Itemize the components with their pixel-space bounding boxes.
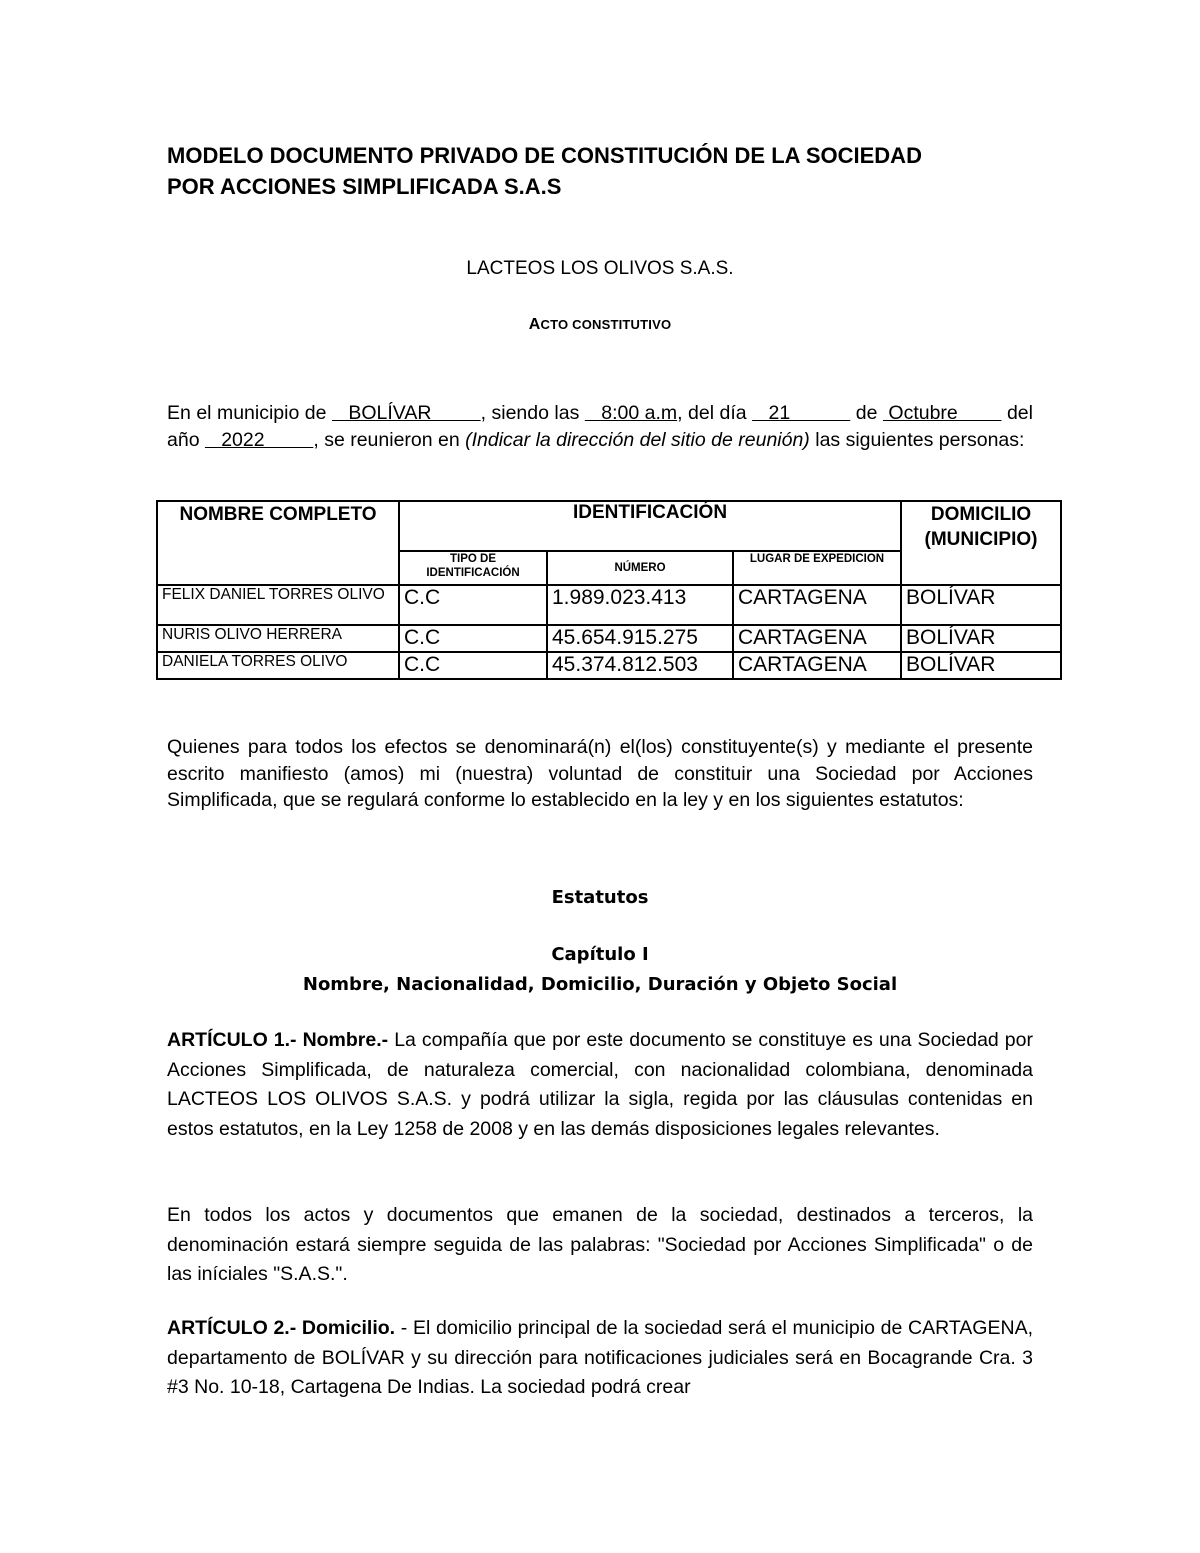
articulo-2 bbox=[167, 1314, 1033, 1403]
articulo-1 bbox=[167, 1026, 1033, 1144]
cell-domicilio: BOLÍVAR bbox=[901, 625, 1061, 652]
articulo-1-paragraph-2: En todos los actos y documentos que emanen de la sociedad, destinados a terceros, la denominación estará siempre seguida de las palabras: "Sociedad por Acciones Simplificada" o de las iníciales "S.A.S.". bbox=[167, 1204, 1033, 1285]
table-header-row bbox=[157, 501, 1061, 551]
company-name: LACTEOS LOS OLIVOS S.A.S. bbox=[466, 258, 734, 279]
table-row bbox=[157, 625, 1061, 652]
acto-constitutivo-heading bbox=[0, 316, 1200, 334]
document-title bbox=[167, 140, 1047, 202]
cell-domicilio: BOLÍVAR bbox=[901, 585, 1061, 625]
direccion-placeholder: (Indicar la dirección del sitio de reunión) bbox=[465, 428, 810, 451]
cell-tipo: C.C bbox=[399, 585, 547, 625]
cell-numero: 1.989.023.413 bbox=[547, 585, 733, 625]
cell-lugar: CARTAGENA bbox=[733, 585, 901, 625]
acto-first-letter: A bbox=[528, 316, 541, 333]
cell-tipo: C.C bbox=[399, 652, 547, 679]
cell-nombre: FELIX DANIEL TORRES OLIVO bbox=[157, 585, 399, 625]
intro-text-6: , se reunieron en bbox=[313, 428, 466, 451]
intro-paragraph bbox=[167, 400, 1033, 453]
articulo-1-label: ARTÍCULO 1.- Nombre.- bbox=[167, 1029, 389, 1051]
table-row bbox=[157, 585, 1061, 625]
intro-text-5: del año bbox=[167, 402, 1033, 451]
intro-text-4: de bbox=[850, 402, 883, 424]
table-row bbox=[157, 652, 1061, 679]
header-domicilio: DOMICILIO (MUNICIPIO) bbox=[901, 501, 1061, 585]
mes-field: Octubre bbox=[882, 402, 1002, 424]
intro-text-7: las siguientes personas: bbox=[809, 428, 1025, 451]
cell-lugar: CARTAGENA bbox=[733, 652, 901, 679]
intro-text-2: , siendo las bbox=[480, 402, 585, 424]
capitulo-heading: Capítulo I bbox=[551, 944, 649, 965]
articulo-2-label: ARTÍCULO 2.- Domicilio. bbox=[167, 1317, 396, 1339]
cell-lugar: CARTAGENA bbox=[733, 625, 901, 652]
cell-numero: 45.374.812.503 bbox=[547, 652, 733, 679]
anio-field: 2022 bbox=[204, 428, 314, 451]
hora-field: 8:00 a.m bbox=[584, 402, 678, 424]
intro-text-1: En el municipio de bbox=[167, 402, 332, 424]
dia-field: 21 bbox=[752, 402, 851, 424]
articulo-1-text: La compañía que por este documento se constituye es una Sociedad por Acciones Simplificada, de naturaleza comercial, con nacionalidad colombiana, denominada LACTEOS LOS OLIVOS S.A.S. y podrá utilizar la sigla, regida por las cláusulas contenidas en estos estatutos, en la Ley 1258 de 2008 y en las demás disposiciones legales relevantes. bbox=[167, 1029, 1033, 1140]
acto-rest: CTO CONSTITUTIVO bbox=[540, 317, 672, 332]
estatutos-heading: Estatutos bbox=[551, 887, 649, 908]
intro-text-3: , del día bbox=[677, 402, 753, 424]
cell-numero: 45.654.915.275 bbox=[547, 625, 733, 652]
title-line-1: MODELO DOCUMENTO PRIVADO DE CONSTITUCIÓN DE LA SOCIEDAD bbox=[167, 143, 922, 168]
subheader-lugar: LUGAR DE EXPEDICION bbox=[733, 551, 901, 585]
capitulo-title: Nombre, Nacionalidad, Domicilio, Duración y Objeto Social bbox=[302, 974, 898, 995]
subheader-numero: NÚMERO bbox=[547, 551, 733, 585]
cell-nombre: DANIELA TORRES OLIVO bbox=[157, 652, 399, 679]
quienes-paragraph: Quienes para todos los efectos se denominará(n) el(los) constituyente(s) y mediante el presente escrito manifiesto (amos) mi (nuestra) voluntad de constituir una Sociedad por Acciones Simplificada, que se regulará conforme lo establecido en la ley y en los siguientes estatutos: bbox=[167, 736, 1033, 811]
header-identificacion: IDENTIFICACIÓN bbox=[399, 501, 901, 551]
header-nombre: NOMBRE COMPLETO bbox=[157, 501, 399, 585]
cell-tipo: C.C bbox=[399, 625, 547, 652]
title-line-2: POR ACCIONES SIMPLIFICADA S.A.S bbox=[167, 174, 562, 199]
municipio-field: BOLÍVAR bbox=[331, 402, 481, 424]
constituyentes-table bbox=[156, 500, 1062, 680]
cell-domicilio: BOLÍVAR bbox=[901, 652, 1061, 679]
articulo-2-text: - El domicilio principal de la sociedad será el municipio de CARTAGENA, departamento de BOLÍVAR y su dirección para notificaciones judiciales será en Bocagrande Cra. 3 #3 No. 10-18, Cartagena De Indias. La sociedad podrá crear bbox=[167, 1317, 1033, 1398]
subheader-tipo: TIPO DE IDENTIFICACIÓN bbox=[399, 551, 547, 585]
cell-nombre: NURIS OLIVO HERRERA bbox=[157, 625, 399, 652]
